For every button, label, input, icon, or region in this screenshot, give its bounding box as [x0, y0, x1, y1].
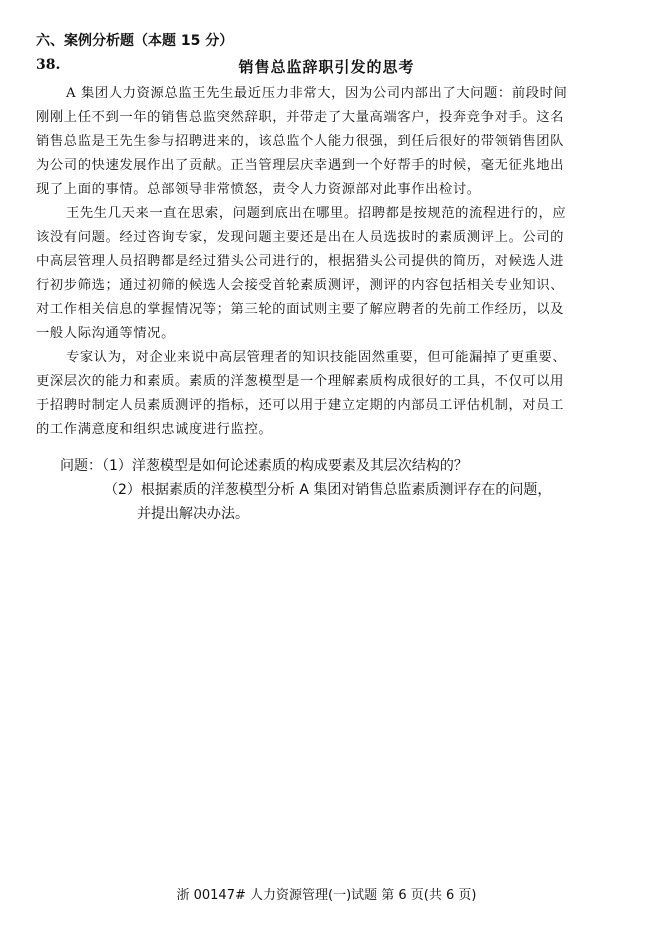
- case-body: [36, 82, 596, 442]
- question-number: 38.: [36, 57, 61, 73]
- paragraph-2-line-4: 行初步筛选；通过初筛的候选人会接受首轮素质测评，测评的内容包括相关专业知识、: [36, 278, 565, 293]
- paragraph-2-line-1: 王先生几天来一直在思索，问题到底出在哪里。招聘都是按规范的流程进行的，应: [66, 206, 567, 221]
- paragraph-3-line-1: 专家认为，对企业来说中高层管理者的知识技能固然重要，但可能漏掉了更重要、: [66, 350, 567, 365]
- paragraph-3-line-2: 更深层次的能力和素质。素质的洋葱模型是一个理解素质构成很好的工具，不仅可以用: [36, 374, 565, 389]
- questions-label: 问题：: [60, 458, 102, 474]
- paragraph-1-line-2: 刚刚上任不到一年的销售总监突然辞职，并带走了大量高端客户，投奔竞争对手。这名: [36, 110, 565, 125]
- paragraph-3-line-4: 的工作满意度和组织忠诚度进行监控。: [36, 422, 273, 437]
- paragraph-1-line-4: 为公司的快速发展作出了贡献。正当管理层庆幸遇到一个好帮手的时候，毫无征兆地出: [36, 158, 565, 173]
- paragraph-1-line-5: 现了上面的事情。总部领导非常愤怒，责令人力资源部对此事作出检讨。: [36, 182, 481, 197]
- paragraph-1-line-1: A 集团人力资源总监王先生最近压力非常大，因为公司内部出了大问题：前段时间: [66, 86, 568, 101]
- paragraph-2-line-5: 对工作相关信息的掌握情况等；第三轮的面试则主要了解应聘者的先前工作经历，以及: [36, 302, 565, 317]
- section-heading: 六、案例分析题（本题 15 分）: [36, 33, 234, 49]
- page-footer: 浙 00147# 人力资源管理(一)试题 第 6 页(共 6 页): [176, 888, 477, 903]
- paragraph-1-line-3: 销售总监是王先生参与招聘进来的，该总监个人能力很强，到任后很好的带领销售团队: [36, 134, 565, 149]
- question-item-1-text: （1）洋葱模型是如何论述素质的构成要素及其层次结构的？: [102, 458, 468, 474]
- case-title: 销售总监辞职引发的思考: [238, 58, 415, 76]
- paragraph-2-line-2: 该没有问题。经过咨询专家，发现问题主要还是出在人员选拔时的素质测评上。公司的: [36, 230, 565, 245]
- question-item-2: （2）根据素质的洋葱模型分析 A 集团对销售总监素质测评存在的问题，: [104, 482, 552, 498]
- paragraph-3-line-3: 于招聘时制定人员素质测评的指标，还可以用于建立定期的内部员工评估机制，对员工: [36, 398, 565, 413]
- question-item-1: [60, 454, 600, 478]
- question-item-2-continued: 并提出解决办法。: [137, 506, 249, 522]
- paragraph-2-line-6: 一般人际沟通等情况。: [36, 326, 175, 341]
- questions-block: [60, 454, 600, 526]
- paragraph-2-line-3: 中高层管理人员招聘都是经过猎头公司进行的，根据猎头公司提供的简历，对候选人进: [36, 254, 565, 269]
